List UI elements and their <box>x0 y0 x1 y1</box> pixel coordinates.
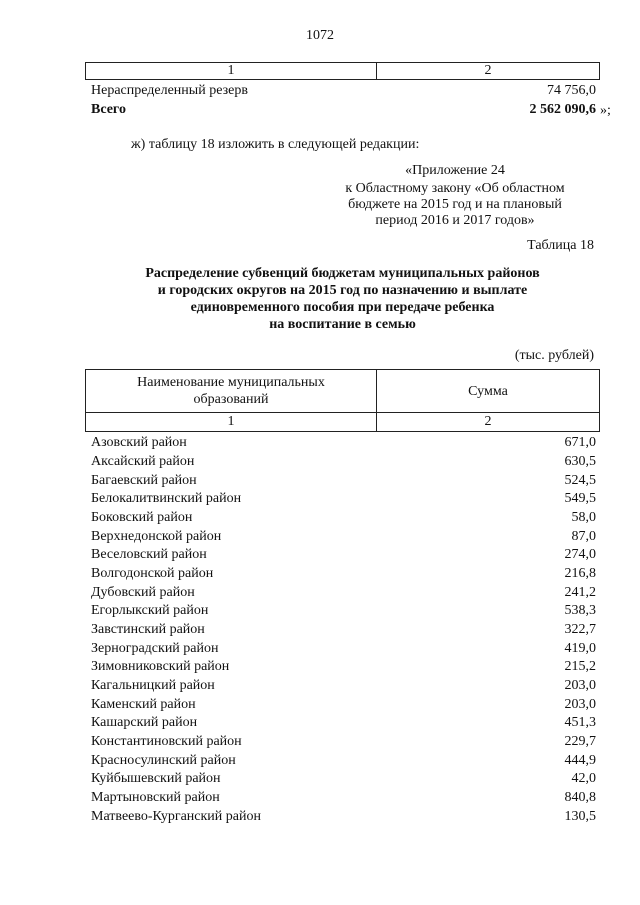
table-row <box>91 546 596 564</box>
row-name: Кашарский район <box>91 715 198 730</box>
row-value: 241,2 <box>564 585 596 600</box>
header-col-2: 2 <box>377 413 600 432</box>
table-row <box>91 696 596 714</box>
table-row <box>91 733 596 751</box>
row-name: Константиновский район <box>91 734 242 749</box>
title-line: на воспитание в семью <box>269 317 416 332</box>
row-name: Веселовский район <box>91 547 207 562</box>
row-value: 549,5 <box>564 491 596 506</box>
row-value: 229,7 <box>564 734 596 749</box>
row-value: 130,5 <box>564 809 596 824</box>
table-row <box>91 770 596 788</box>
row-name: Матвеево-Курганский район <box>91 809 261 824</box>
table-row <box>91 752 596 770</box>
row-value: 58,0 <box>571 510 596 525</box>
row-name: Всего <box>91 102 126 117</box>
table-row <box>91 584 596 602</box>
table-row <box>91 528 596 546</box>
row-value: 538,3 <box>564 603 596 618</box>
row-name: Азовский район <box>91 435 187 450</box>
previous-table-header <box>85 62 600 80</box>
row-value: 524,5 <box>564 473 596 488</box>
title-line: единовременного пособия при передаче ребенка <box>190 300 495 315</box>
table-row <box>91 509 596 527</box>
row-value: 419,0 <box>564 641 596 656</box>
appendix-line-4: период 2016 и 2017 годов» <box>375 213 535 228</box>
row-value: 671,0 <box>564 435 596 450</box>
appendix-line-1: «Приложение 24 <box>405 163 505 178</box>
row-name: Куйбышевский район <box>91 771 221 786</box>
instruction-text: ж) таблицу 18 изложить в следующей редакции: <box>131 137 420 152</box>
row-value: 2 562 090,6 <box>529 102 596 117</box>
row-value: 42,0 <box>571 771 596 786</box>
row-name: Завстинский район <box>91 622 205 637</box>
row-value: 74 756,0 <box>547 83 596 98</box>
table-row <box>91 677 596 695</box>
title-line: Распределение субвенций бюджетам муниципальных районов <box>145 266 540 281</box>
row-value: 274,0 <box>564 547 596 562</box>
table-row <box>91 640 596 658</box>
table-row <box>91 472 596 490</box>
table-row <box>91 621 596 639</box>
header-col-1: 1 <box>86 413 377 432</box>
row-name: Белокалитвинский район <box>91 491 242 506</box>
row-value: 322,7 <box>564 622 596 637</box>
closing-quote: »; <box>600 103 611 118</box>
table-row <box>91 658 596 676</box>
row-value: 630,5 <box>564 454 596 469</box>
row-name: Егорлыкский район <box>91 603 209 618</box>
main-table-header <box>85 369 600 432</box>
row-value: 444,9 <box>564 753 596 768</box>
table-label: Таблица 18 <box>527 238 594 253</box>
row-name: Аксайский район <box>91 454 195 469</box>
prev-table-total-row <box>91 101 596 119</box>
prev-col-1: 1 <box>86 63 377 80</box>
row-name: Зерноградский район <box>91 641 219 656</box>
table-row <box>91 808 596 826</box>
table-row <box>91 602 596 620</box>
row-name: Багаевский район <box>91 473 197 488</box>
row-value: 451,3 <box>564 715 596 730</box>
table-row <box>91 789 596 807</box>
row-name: Верхнедонской район <box>91 529 222 544</box>
row-value: 87,0 <box>571 529 596 544</box>
units-label: (тыс. рублей) <box>514 348 594 363</box>
table-row <box>91 490 596 508</box>
prev-col-2: 2 <box>377 63 600 80</box>
row-name: Каменский район <box>91 697 196 712</box>
table-row <box>91 434 596 452</box>
row-value: 216,8 <box>564 566 596 581</box>
row-name: Кагальницкий район <box>91 678 215 693</box>
row-name: Красносулинский район <box>91 753 236 768</box>
page-number: 1072 <box>306 28 334 43</box>
header-name: Наименование муниципальных образований <box>86 370 377 413</box>
row-name: Зимовниковский район <box>91 659 230 674</box>
row-value: 215,2 <box>564 659 596 674</box>
table-row <box>91 565 596 583</box>
row-value: 840,8 <box>564 790 596 805</box>
table-row <box>91 453 596 471</box>
table-row <box>91 714 596 732</box>
row-name: Дубовский район <box>91 585 195 600</box>
header-sum: Сумма <box>377 370 600 413</box>
appendix-line-2: к Областному закону «Об областном <box>345 181 565 196</box>
row-name: Волгодонской район <box>91 566 214 581</box>
row-name: Мартыновский район <box>91 790 220 805</box>
document-title <box>85 265 600 333</box>
row-value: 203,0 <box>564 697 596 712</box>
row-name: Нераспределенный резерв <box>91 83 248 98</box>
row-name: Боковский район <box>91 510 193 525</box>
appendix-line-3: бюджете на 2015 год и на плановый <box>348 197 562 212</box>
title-line: и городских округов на 2015 год по назначению и выплате <box>157 283 528 298</box>
prev-table-row <box>91 82 596 100</box>
row-value: 203,0 <box>564 678 596 693</box>
